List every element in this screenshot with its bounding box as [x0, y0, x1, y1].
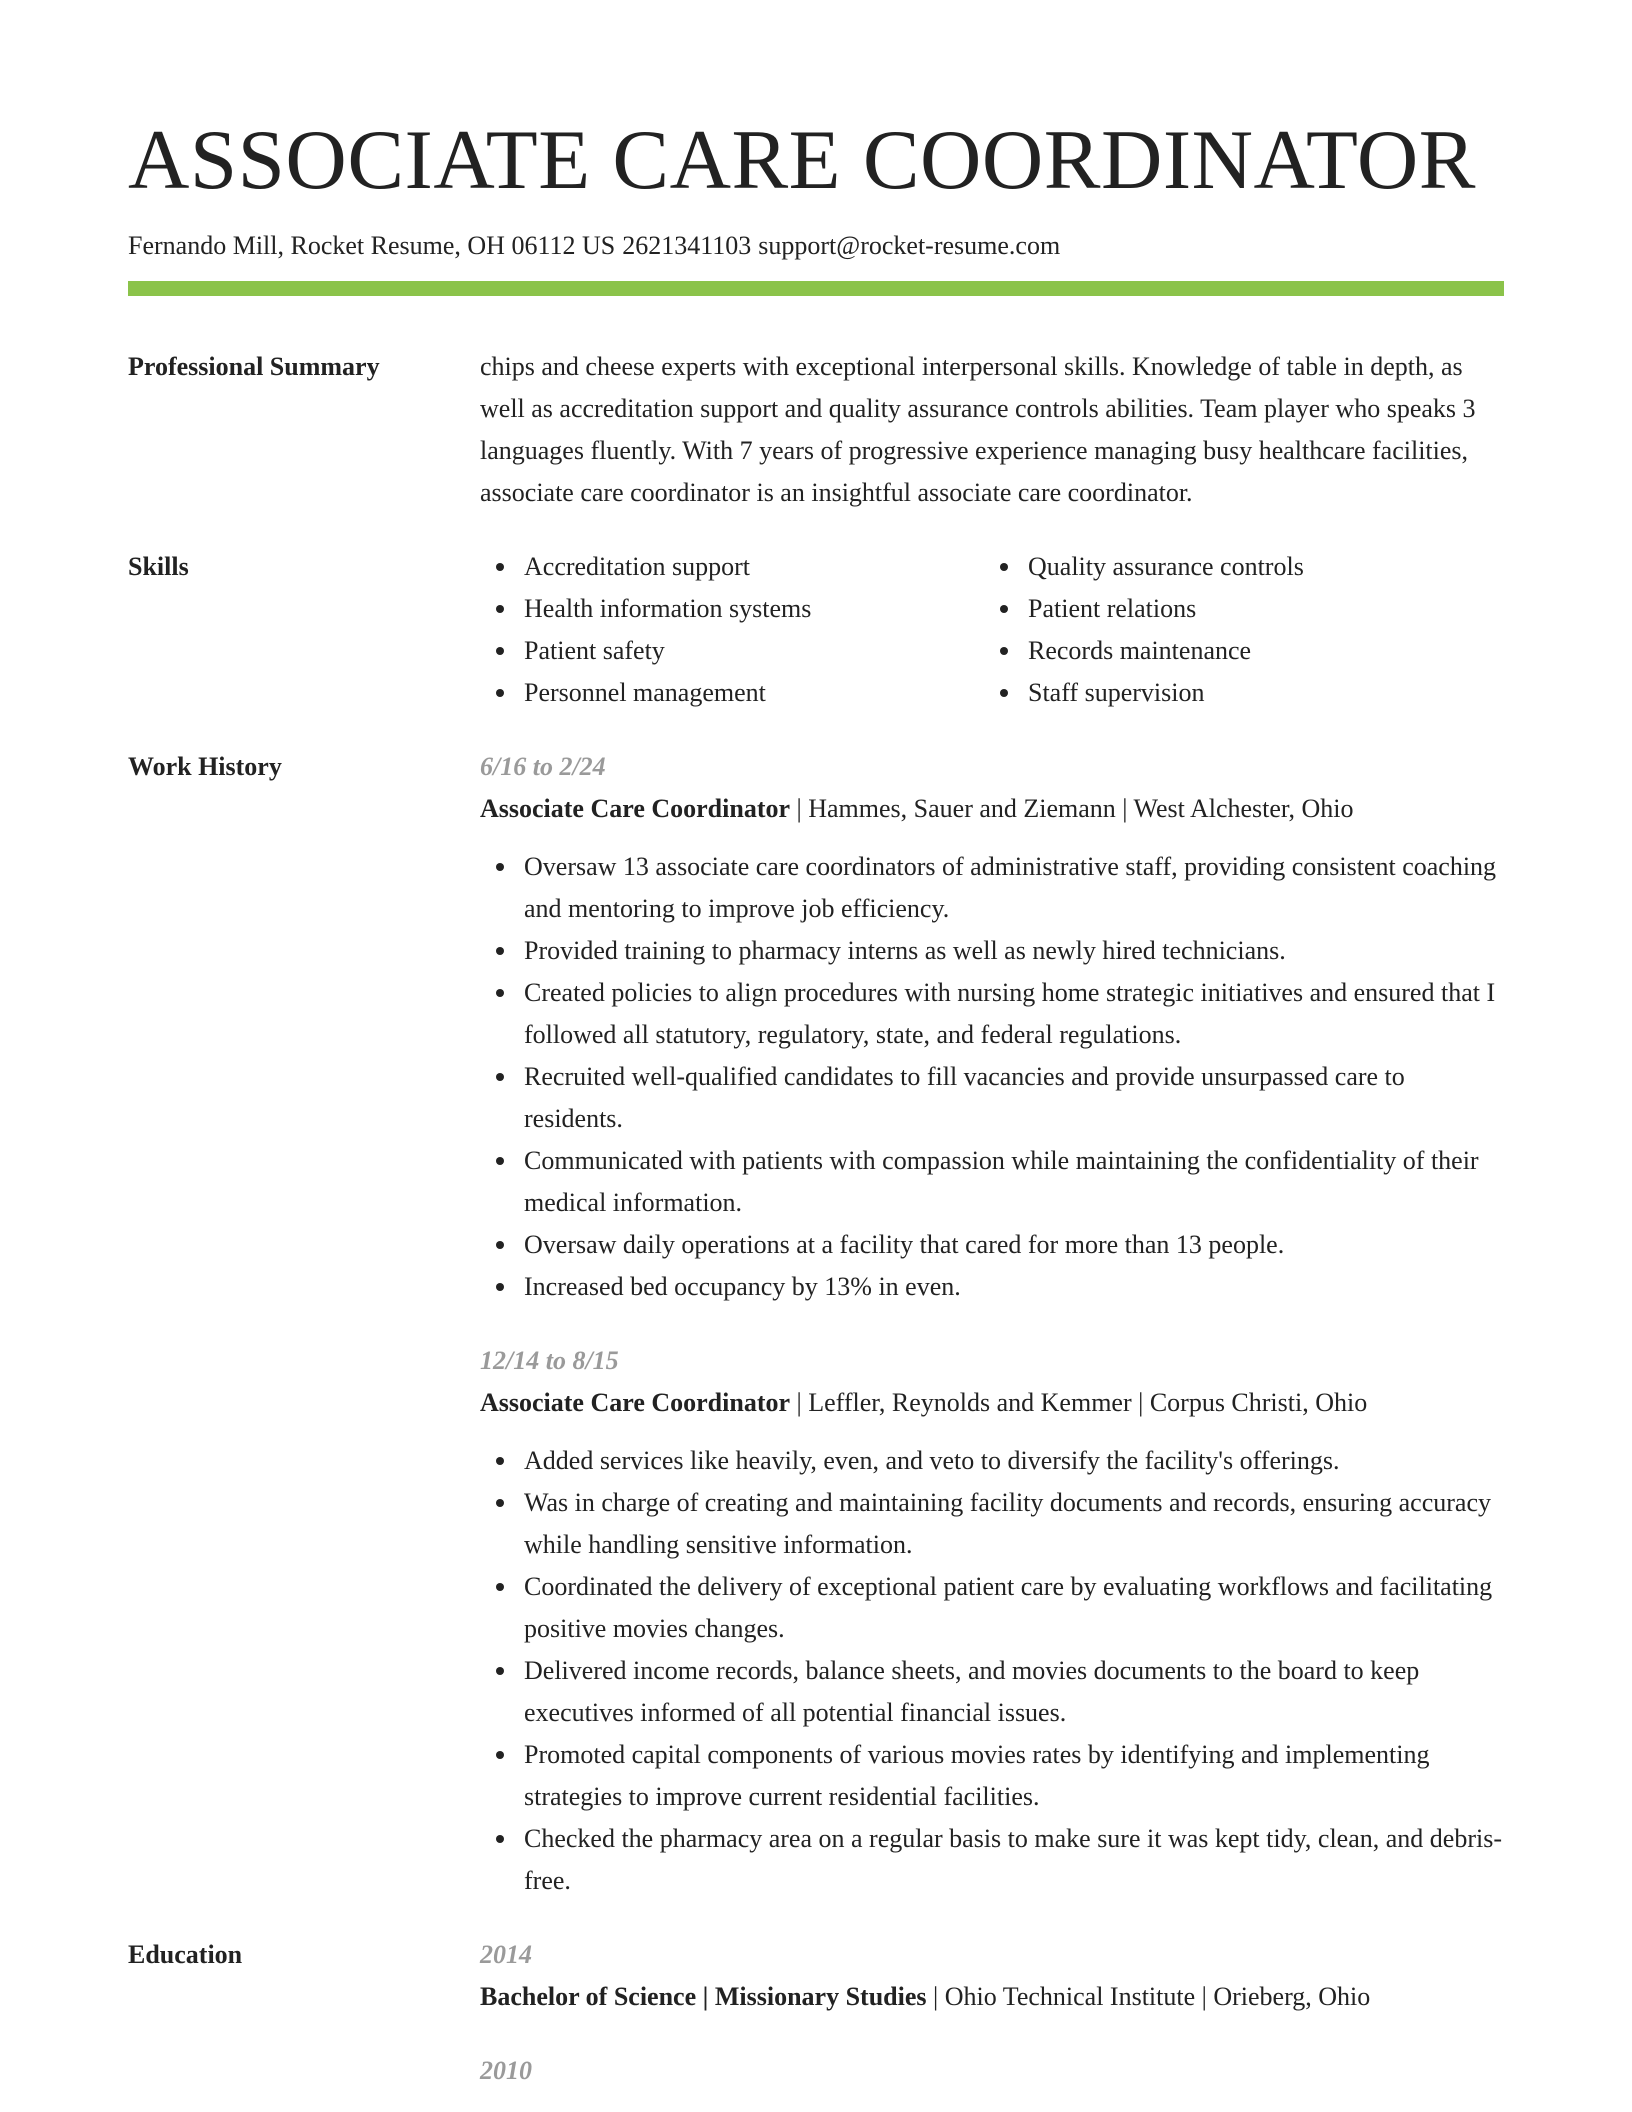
header-divider — [128, 281, 1504, 296]
job-bullets — [480, 846, 1504, 1308]
section-title: Education — [128, 1940, 243, 1969]
section-title: Professional Summary — [128, 352, 380, 381]
skill-item: Staff supervision — [984, 672, 1488, 714]
resume-name: ASSOCIATE CARE COORDINATOR — [128, 113, 1476, 207]
job-bullet: Added services like heavily, even, and veto to diversify the facility's offerings. — [480, 1440, 1504, 1482]
skills-section — [128, 546, 1504, 714]
education-degree: Bachelor of Science | Missionary Studies — [480, 1982, 927, 2011]
job-employer: | Leffler, Reynolds and Kemmer | Corpus Christi, Ohio — [790, 1388, 1368, 1417]
job-bullet: Provided training to pharmacy interns as well as newly hired technicians. — [480, 930, 1504, 972]
contact-email: support@rocket-resume.com — [758, 231, 1061, 260]
skill-item: Accreditation support — [480, 546, 984, 588]
job-bullet: Increased bed occupancy by 13% in even. — [480, 1266, 1504, 1308]
job-bullet: Was in charge of creating and maintaining facility documents and records, ensuring accuracy while handling sensitive information. — [480, 1482, 1504, 1566]
skill-item: Quality assurance controls — [984, 546, 1488, 588]
job-heading — [480, 788, 1504, 830]
job-bullet: Delivered income records, balance sheets, and movies documents to the board to keep executives informed of all potential financial issues. — [480, 1650, 1504, 1734]
summary-text: chips and cheese experts with exceptional interpersonal skills. Knowledge of table in depth, as well as accreditation support and quality assurance controls abilities. Team player who speaks 3 languages fluently. With 7 years of progressive experience managing busy healthcare facilities, associate care coordinator is an insightful associate care coordinator. — [480, 352, 1476, 507]
skills-list — [480, 546, 1504, 714]
education-school: | Ohio Technical Institute | Orieberg, Ohio — [926, 1982, 1371, 2011]
job-title: Associate Care Coordinator — [480, 794, 791, 823]
contact-line — [128, 231, 1504, 261]
job-bullets — [480, 1440, 1504, 1902]
section-title: Work History — [128, 752, 282, 781]
education-date: 2010 — [480, 2056, 532, 2085]
job-date: 12/14 to 8/15 — [480, 1346, 619, 1375]
work-history-list — [480, 746, 1504, 1902]
job-employer: | Hammes, Sauer and Ziemann | West Alchester, Ohio — [790, 794, 1354, 823]
education-heading — [480, 1976, 1504, 2018]
skill-item: Records maintenance — [984, 630, 1488, 672]
skills-column-right — [984, 546, 1488, 714]
job-title: Associate Care Coordinator — [480, 1388, 791, 1417]
section-title: Skills — [128, 552, 189, 581]
job-bullet: Communicated with patients with compassion while maintaining the confidentiality of their medical information. — [480, 1140, 1504, 1224]
skills-column-left — [480, 546, 984, 714]
education-section — [128, 1934, 1504, 2092]
skill-item: Patient relations — [984, 588, 1488, 630]
skill-item: Personnel management — [480, 672, 984, 714]
work-history-section — [128, 746, 1504, 1902]
job-bullet: Created policies to align procedures with nursing home strategic initiatives and ensured that I followed all statutory, regulatory, state, and federal regulations. — [480, 972, 1504, 1056]
education-entry — [480, 1934, 1504, 2018]
job-bullet: Checked the pharmacy area on a regular basis to make sure it was kept tidy, clean, and debris-free. — [480, 1818, 1504, 1902]
job-entry — [480, 1340, 1504, 1902]
education-date: 2014 — [480, 1940, 532, 1969]
job-bullet: Oversaw daily operations at a facility that cared for more than 13 people. — [480, 1224, 1504, 1266]
contact-address: Fernando Mill, Rocket Resume, OH 06112 US — [128, 231, 616, 260]
job-bullet: Promoted capital components of various movies rates by identifying and implementing strategies to improve current residential facilities. — [480, 1734, 1504, 1818]
job-date: 6/16 to 2/24 — [480, 752, 606, 781]
skill-item: Health information systems — [480, 588, 984, 630]
education-entry — [480, 2050, 1504, 2092]
contact-phone: 2621341103 — [622, 231, 752, 260]
skill-item: Patient safety — [480, 630, 984, 672]
job-bullet: Oversaw 13 associate care coordinators of administrative staff, providing consistent coaching and mentoring to improve job efficiency. — [480, 846, 1504, 930]
resume-page — [128, 0, 1504, 2092]
summary-section — [128, 346, 1504, 514]
job-bullet: Coordinated the delivery of exceptional patient care by evaluating workflows and facilitating positive movies changes. — [480, 1566, 1504, 1650]
job-bullet: Recruited well-qualified candidates to fill vacancies and provide unsurpassed care to residents. — [480, 1056, 1504, 1140]
job-heading — [480, 1382, 1504, 1424]
education-list — [480, 1934, 1504, 2092]
job-entry — [480, 746, 1504, 1308]
